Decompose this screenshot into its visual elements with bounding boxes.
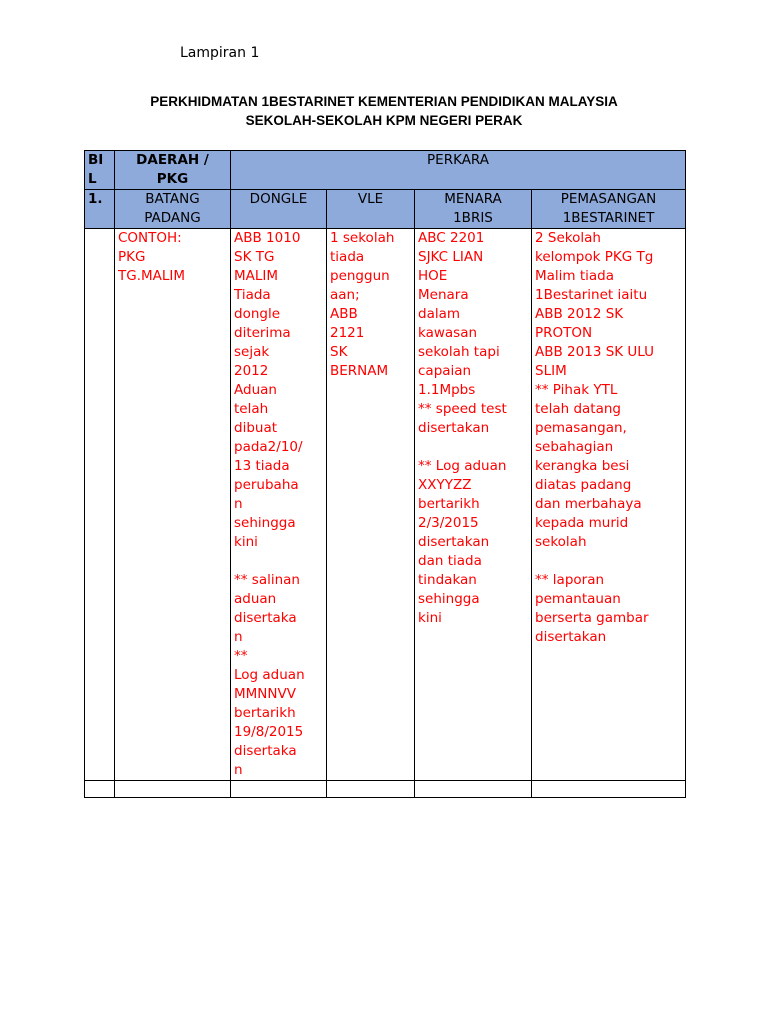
cell-vle: 1 sekolah tiada penggun aan; ABB 2121 SK BERNAM <box>327 229 415 781</box>
subheader-vle: VLE <box>327 190 415 229</box>
cell-pemasangan: 2 Sekolah kelompok PKG Tg Malim tiada 1Bestarinet iaitu ABB 2012 SK PROTON ABB 2013 SK ULU SLIM ** Pihak YTL telah datang pemasangan, sebahagian kerangka besi diatas padang dan merbahaya kepada murid sekolah ** laporan pemantauan berserta gambar disertakan <box>532 229 686 781</box>
empty-cell <box>115 781 231 798</box>
header-bil: BI L <box>85 151 115 190</box>
table-subheader-row <box>85 190 686 229</box>
subheader-daerah: BATANG PADANG <box>115 190 231 229</box>
table-row <box>85 229 686 781</box>
empty-cell <box>85 781 115 798</box>
cell-dongle: ABB 1010 SK TG MALIM Tiada dongle diterima sejak 2012 Aduan telah dibuat pada2/10/ 13 tiada perubaha n sehingga kini ** salinan aduan disertaka n ** Log aduan MMNNVV bertarikh 19/8/2015 disertaka n <box>231 229 327 781</box>
empty-cell <box>231 781 327 798</box>
subheader-menara: MENARA 1BRIS <box>415 190 532 229</box>
cell-daerah: CONTOH: PKG TG.MALIM <box>115 229 231 781</box>
header-perkara: PERKARA <box>231 151 686 190</box>
empty-cell <box>327 781 415 798</box>
subheader-dongle: DONGLE <box>231 190 327 229</box>
cell-menara: ABC 2201 SJKC LIAN HOE Menara dalam kawasan sekolah tapi capaian 1.1Mpbs ** speed test disertakan ** Log aduan XXYYZZ bertarikh 2/3/2015 disertakan dan tiada tindakan sehingga kini <box>415 229 532 781</box>
appendix-label: Lampiran 1 <box>180 45 260 61</box>
report-table <box>84 150 686 798</box>
subheader-bil: 1. <box>85 190 115 229</box>
document-subtitle: SEKOLAH-SEKOLAH KPM NEGERI PERAK <box>245 113 523 128</box>
cell-bil <box>85 229 115 781</box>
document-title: PERKHIDMATAN 1BESTARINET KEMENTERIAN PENDIDIKAN MALAYSIA <box>150 94 618 109</box>
table-empty-row <box>85 781 686 798</box>
empty-cell <box>532 781 686 798</box>
header-daerah: DAERAH / PKG <box>115 151 231 190</box>
empty-cell <box>415 781 532 798</box>
table-header-row <box>85 151 686 190</box>
subheader-pemasangan: PEMASANGAN 1BESTARINET <box>532 190 686 229</box>
